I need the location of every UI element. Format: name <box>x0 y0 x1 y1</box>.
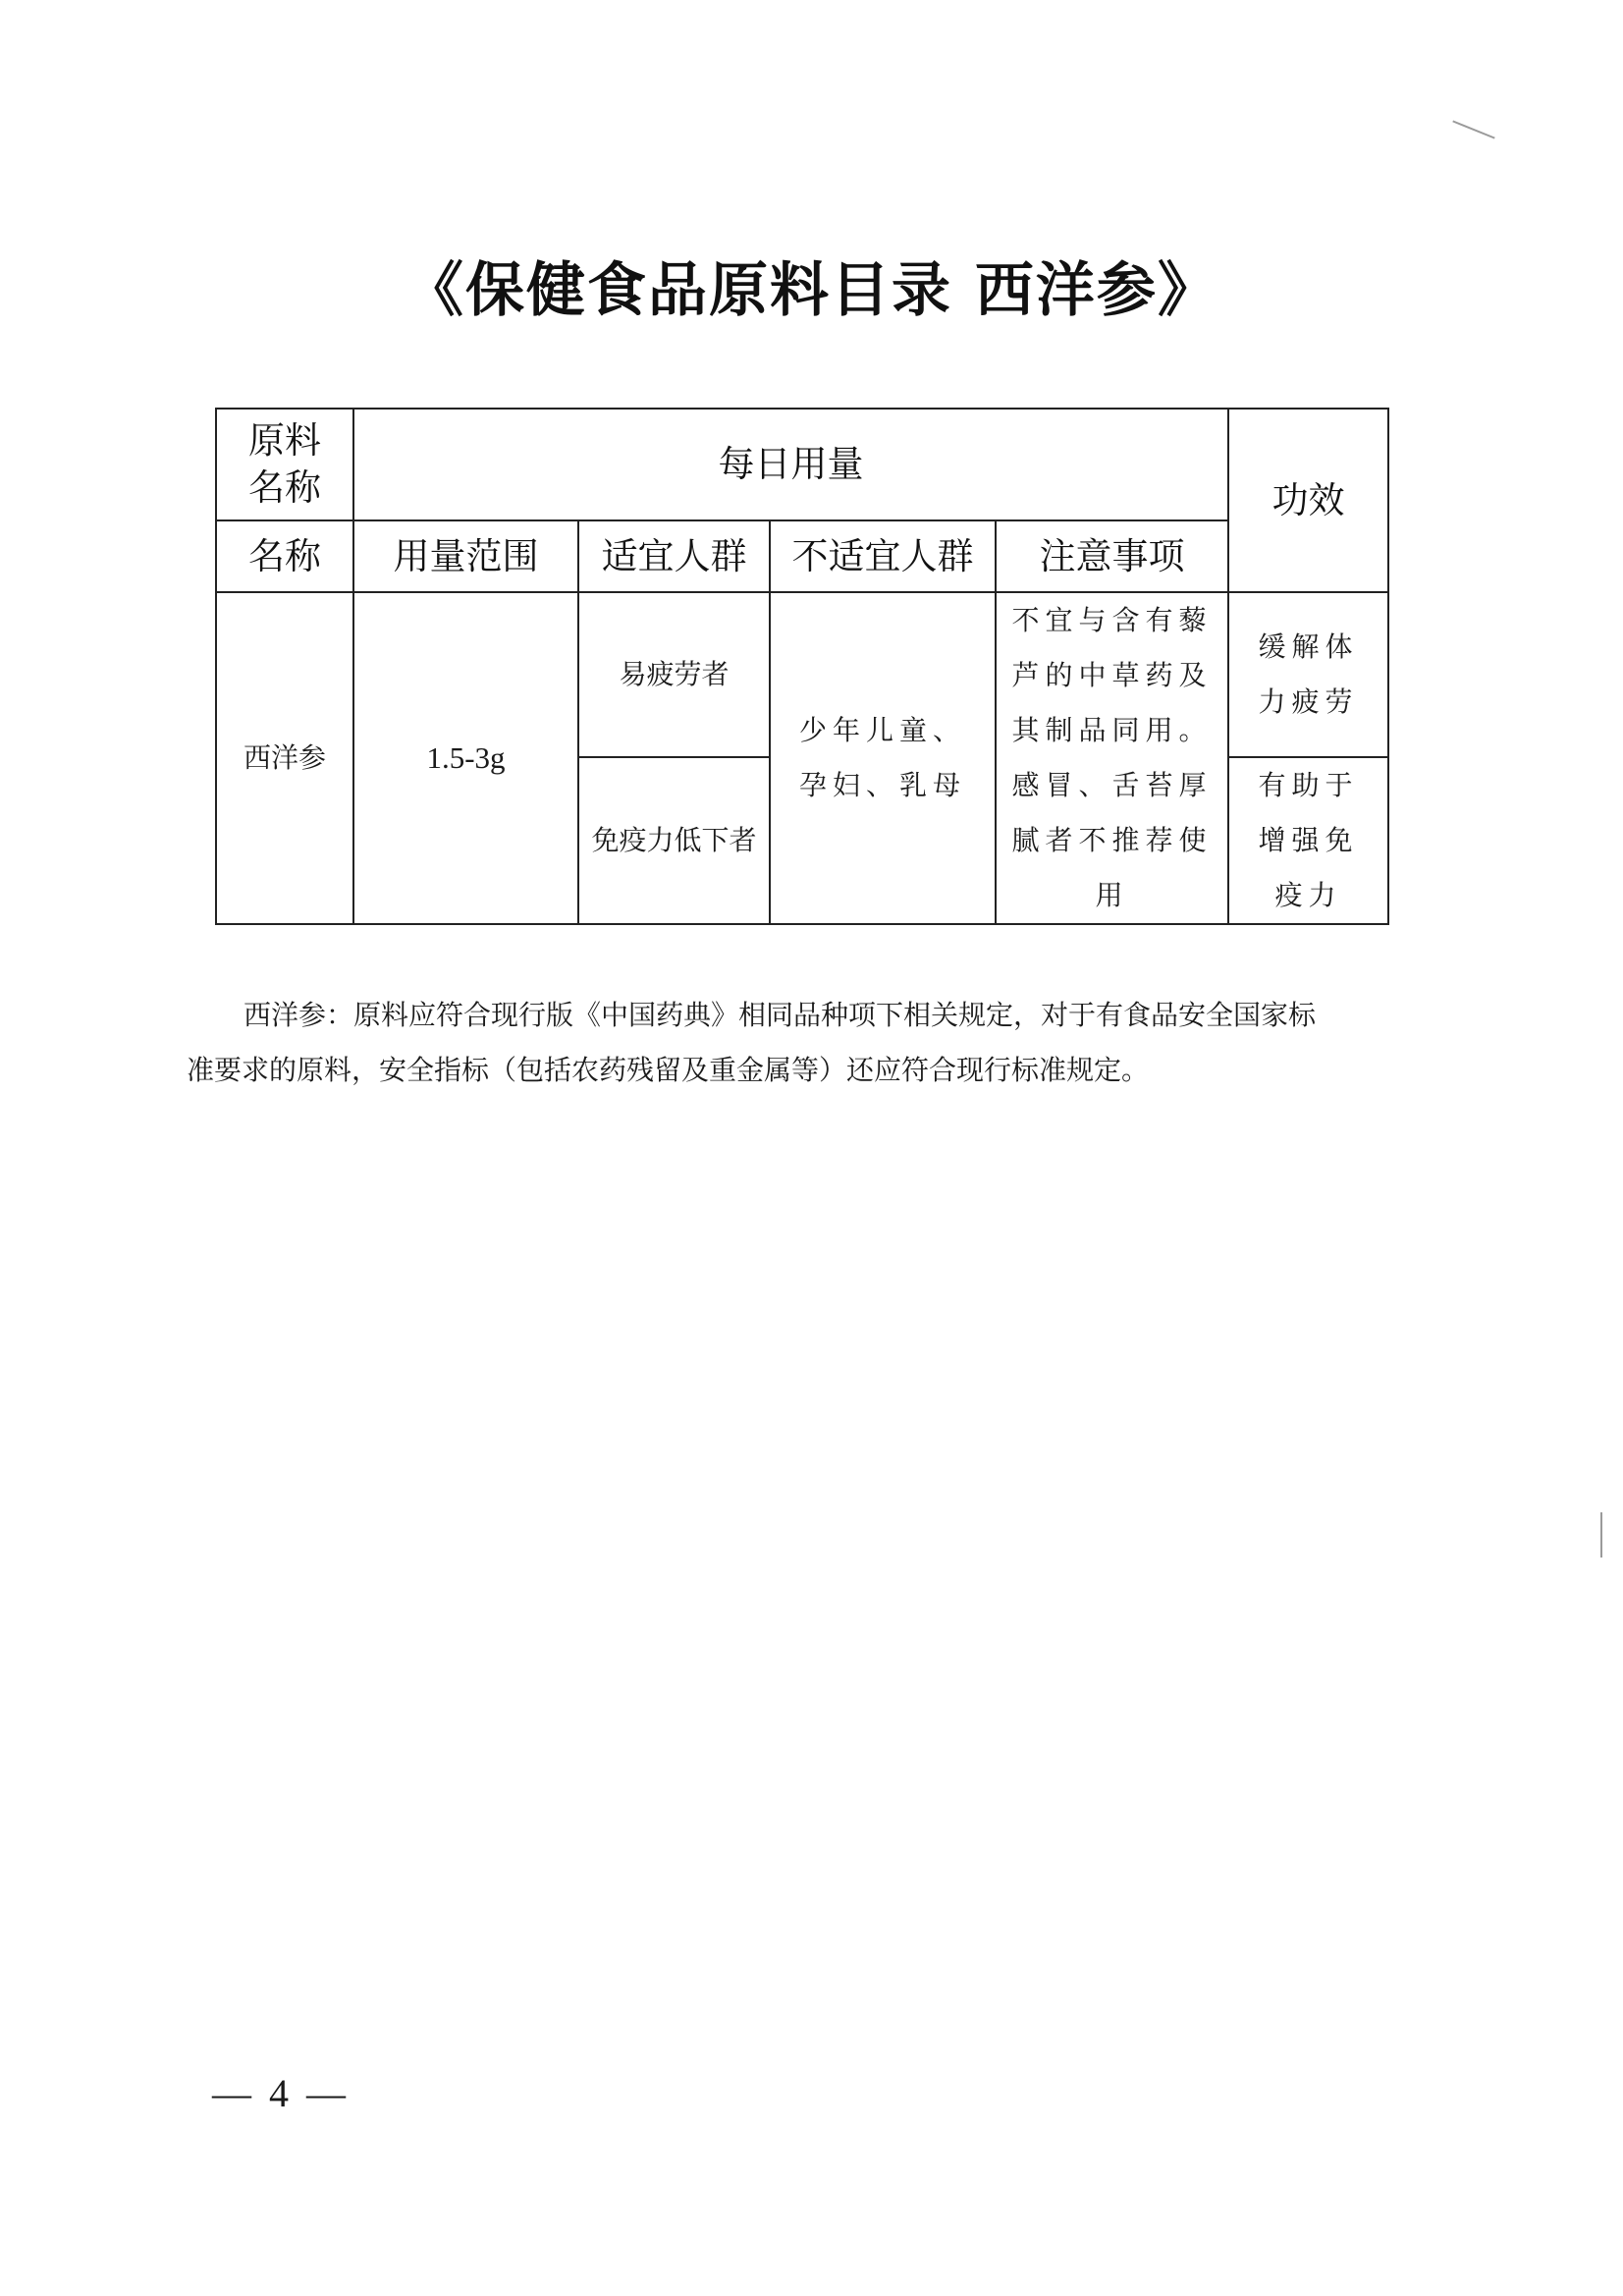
header-daily-dosage-label: 每日用量 <box>718 443 864 485</box>
header-name-label: 名称 <box>248 534 321 577</box>
header-unsuitable-population <box>770 520 996 592</box>
header-unsuitable-population-label: 不适宜人群 <box>791 534 974 577</box>
header-suitable-population-label: 适宜人群 <box>601 534 747 577</box>
cell-efficacy-2 <box>1228 757 1388 924</box>
cell-unsuitable-population <box>770 592 996 924</box>
suitable-population-value: 免疫力低下者 <box>591 824 757 856</box>
scan-artifact-top <box>1452 120 1494 138</box>
header-suitable-population <box>578 520 770 592</box>
header-material-name-label: 原料名称 <box>248 419 321 509</box>
cell-suitable-population-1 <box>578 592 770 757</box>
header-precautions-label: 注意事项 <box>1039 534 1185 577</box>
efficacy-value: 缓解体力疲劳 <box>1258 630 1359 718</box>
header-material-name <box>216 409 353 520</box>
header-daily-dosage <box>353 409 1228 520</box>
dosage-range-value: 1.5-3g <box>426 740 506 775</box>
unsuitable-population-value: 少年儿童、孕妇、乳母 <box>798 714 966 801</box>
cell-precautions <box>996 592 1228 924</box>
precaution-item: 不宜与含有藜芦的中草药及其制品同用。 <box>1011 604 1213 746</box>
cell-efficacy-1 <box>1228 592 1388 757</box>
ingredient-name: 西洋参 <box>243 741 326 774</box>
precaution-item: 感冒、舌苔厚腻者不推荐使用 <box>1011 769 1213 911</box>
header-name <box>216 520 353 592</box>
cell-dosage-range <box>353 592 578 924</box>
header-dosage-range-label: 用量范围 <box>393 534 539 577</box>
footnote-line: 西洋参：原料应符合现行版《中国药典》相同品种项下相关规定，对于有食品安全国家标 <box>243 999 1317 1031</box>
suitable-population-value: 易疲劳者 <box>619 658 730 690</box>
header-efficacy-label: 功效 <box>1271 478 1345 521</box>
cell-name <box>216 592 353 924</box>
cell-suitable-population-2 <box>578 757 770 924</box>
footnote <box>187 988 1424 1098</box>
header-dosage-range <box>353 520 578 592</box>
scan-artifact-side <box>1600 1512 1602 1558</box>
header-precautions <box>996 520 1228 592</box>
header-efficacy <box>1228 409 1388 592</box>
efficacy-value: 有助于增强免疫力 <box>1258 769 1359 911</box>
ingredient-table <box>215 408 1389 925</box>
footnote-line: 准要求的原料，安全指标（包括农药残留及重金属等）还应符合现行标准规定。 <box>187 1054 1150 1086</box>
page-title: 《保健食品原料目录 西洋参》 <box>405 256 1218 325</box>
page-number: — 4 — <box>212 2071 350 2115</box>
